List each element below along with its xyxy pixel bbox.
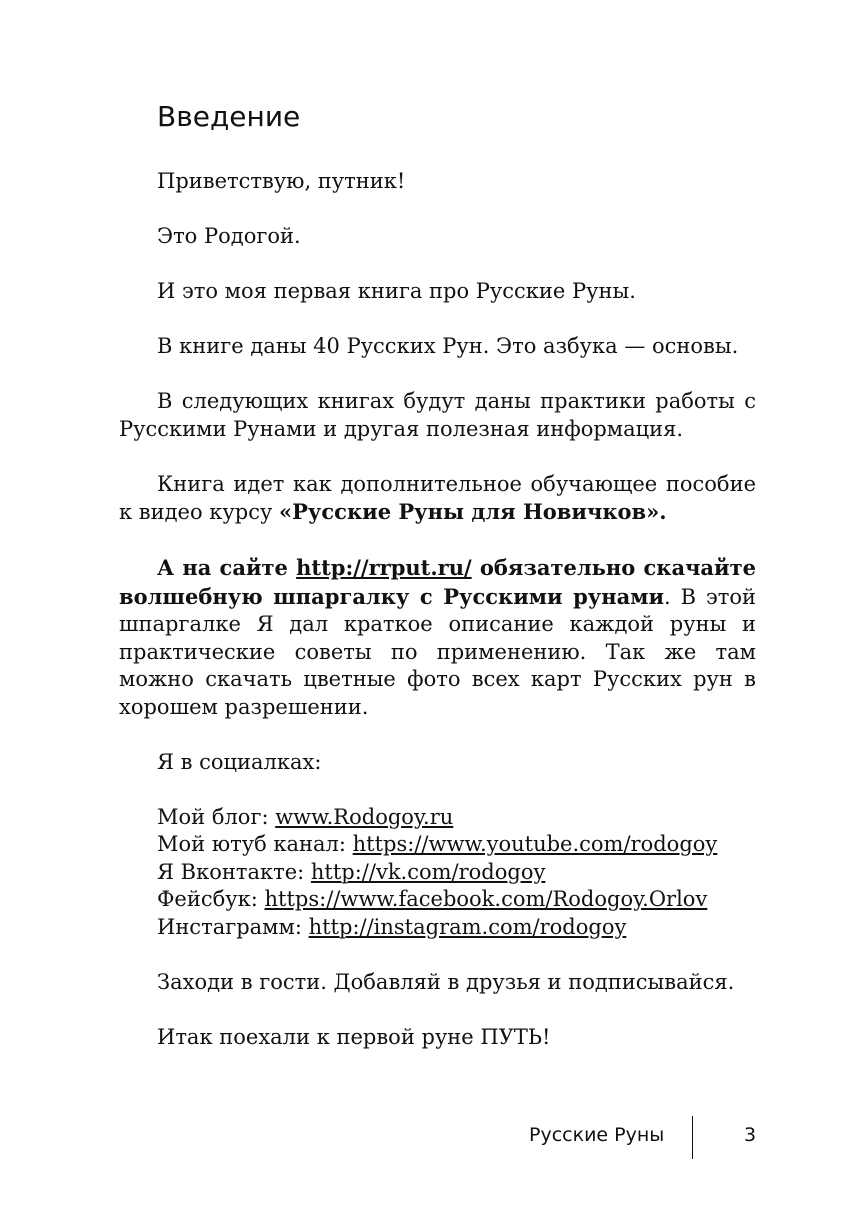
paragraph-socials-intro: Я в социалках: — [157, 749, 322, 774]
chapter-body — [119, 168, 756, 1079]
social-link-vk[interactable]: http://vk.com/rodogoy — [310, 859, 546, 884]
page-number: 3 — [744, 1124, 757, 1146]
paragraph-invite: Заходи в гости. Добавляй в друзья и подписывайся. — [157, 969, 735, 994]
paragraph-site — [119, 554, 756, 721]
chapter-heading: Введение — [157, 100, 301, 133]
social-label: Мой ютуб канал: — [157, 832, 353, 856]
social-label: Я Вконтакте: — [157, 859, 311, 884]
social-label: Фейсбук: — [157, 887, 265, 911]
paragraph-intro: Это Родогой. — [157, 224, 301, 248]
course-text: Книга идет как дополнительное обучающее пособие к видео курсу — [119, 471, 756, 524]
course-name: «Русские Руны для Новичков». — [279, 499, 667, 524]
social-link-blog[interactable]: www.Rodogoy.ru — [275, 804, 454, 829]
footer-book-title: Русские Руны — [529, 1124, 665, 1146]
social-item-facebook — [119, 886, 756, 914]
site-link[interactable]: http://rrput.ru/ — [296, 555, 472, 580]
paragraph-greeting: Приветствую, путник! — [157, 169, 406, 193]
paragraph-course — [119, 471, 756, 527]
social-link-youtube[interactable]: https://www.youtube.com/rodogoy — [352, 832, 718, 856]
paragraph-closing: Итак поехали к первой руне ПУТЬ! — [157, 1024, 551, 1049]
paragraph-contents: В книге даны 40 Русских Рун. Это азбука — основы. — [157, 334, 739, 358]
social-link-facebook[interactable]: https://www.facebook.com/Rodogoy.Orlov — [264, 887, 708, 911]
social-item-youtube — [119, 831, 756, 859]
social-link-instagram[interactable]: http://instagram.com/rodogoy — [308, 914, 627, 939]
site-after: обязательно скачайте волшебную шпаргалку с Русскими рунами — [119, 555, 756, 609]
paragraph-first-book: И это моя первая книга про Русские Руны. — [157, 279, 636, 303]
site-rest: . В этой шпаргалке Я дал краткое описание каждой руны и практические советы по применению. Так же там можно скачать цветные фото всех карт Русских рун в хорошем разрешении. — [119, 584, 756, 719]
socials-list — [119, 804, 756, 942]
footer-divider — [692, 1116, 693, 1159]
site-before: А на сайте — [157, 555, 297, 580]
social-item-blog — [119, 804, 756, 832]
social-item-vk — [119, 859, 756, 887]
social-label: Инстаграмм: — [157, 914, 309, 939]
social-item-instagram — [119, 914, 756, 942]
paragraph-next-books: В следующих книгах будут даны практики работы с Русскими Рунами и другая полезная информация. — [119, 389, 756, 441]
social-label: Мой блог: — [157, 804, 276, 829]
